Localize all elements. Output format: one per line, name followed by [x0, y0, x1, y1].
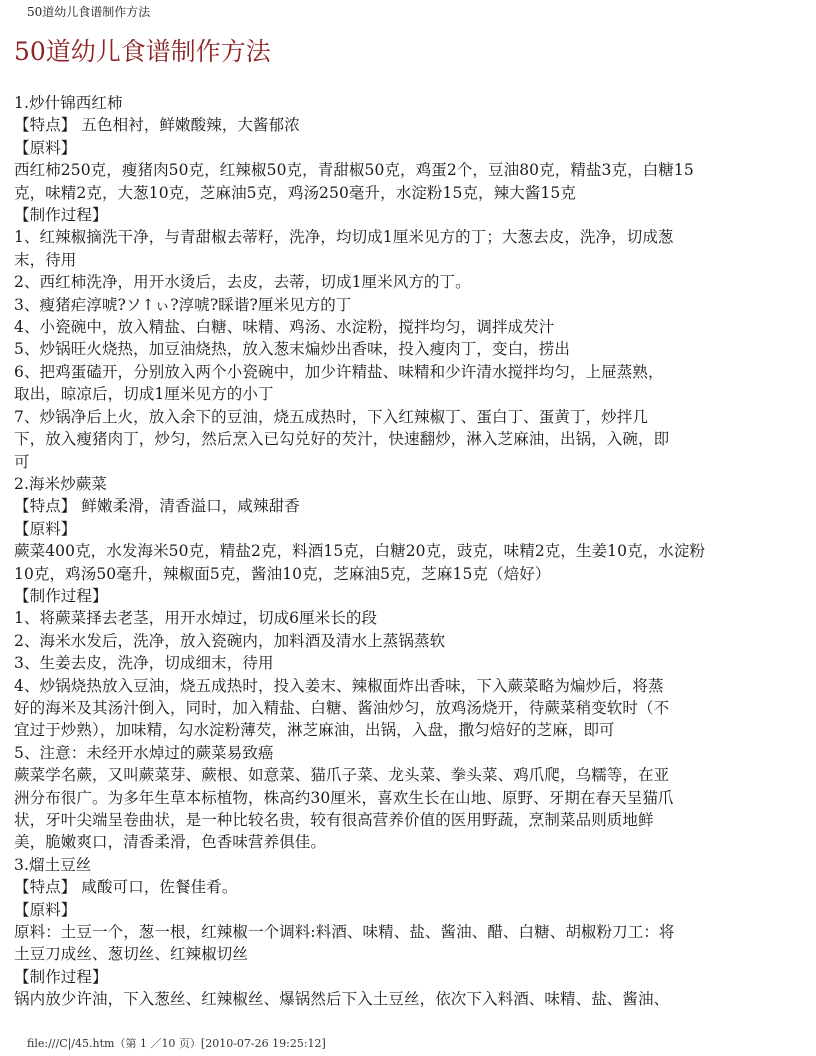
body-line: 宜过于炒熟），加味精，勾水淀粉薄芡，淋芝麻油，出锅，入盘，撒匀焙好的芝麻，即可	[14, 721, 615, 740]
body-line: 【制作过程】	[14, 206, 108, 225]
body-line: 4、炒锅烧热放入豆油，烧五成热时，投入姜末、辣椒面炸出香味，下入蕨菜略为煸炒后，将蒸	[14, 676, 664, 695]
body-line: 2、海米水发后，洗净，放入瓷碗内，加料酒及清水上蒸锅蒸软	[14, 631, 446, 650]
body-line: 5、炒锅旺火烧热，加豆油烧热，放入葱末煸炒出香味，投入瘦肉丁，变白，捞出	[14, 340, 570, 359]
body-line: 【原料】	[14, 900, 77, 919]
body-line: 美，脆嫩爽口，清香柔滑，色香味营养俱佳。	[14, 833, 327, 852]
document-body	[14, 92, 804, 1011]
body-line: 2.海米炒蕨菜	[14, 474, 107, 493]
body-line: 3、瘦猪疟淳唬?ソ↑ぃ?淳唬?睬谐?厘米见方的丁	[14, 295, 352, 314]
body-line: 4、小瓷碗中，放入精盐、白糖、味精、鸡汤、水淀粉，搅拌均匀，调拌成芡汁	[14, 318, 555, 337]
body-line: 1.炒什锦西红柿	[14, 94, 123, 112]
body-line: 西红柿250克，瘦猪肉50克，红辣椒50克，青甜椒50克，鸡蛋2个，豆油80克，精盐3克，白糖15	[14, 161, 694, 180]
body-line: 原料：土豆一个，葱一根，红辣椒一个调料:料酒、味精、盐、酱油、醋、白糖、胡椒粉刀工：将	[14, 923, 675, 942]
body-line: 【原料】	[14, 519, 77, 538]
body-line: 10克，鸡汤50毫升，辣椒面5克，酱油10克，芝麻油5克，芝麻15克（焙好）	[14, 564, 551, 583]
body-line: 5、注意：未经开水焯过的蕨菜易致癌	[14, 743, 274, 762]
body-line: 【制作过程】	[14, 967, 108, 986]
body-line: 3.熘土豆丝	[14, 855, 92, 874]
body-line: 蕨菜400克，水发海米50克，精盐2克，料酒15克，白糖20克，豉克，味精2克，生姜10克，水淀粉	[14, 542, 706, 561]
body-line: 7、炒锅净后上火，放入余下的豆油，烧五成热时，下入红辣椒丁、蛋白丁、蛋黄丁，炒拌几	[14, 407, 648, 426]
body-line: 锅内放少许油，下入葱丝、红辣椒丝、爆锅然后下入土豆丝，依次下入料酒、味精、盐、酱油、	[14, 990, 670, 1009]
body-line: 状，牙叶尖端呈卷曲状，是一种比较名贵，较有很高营养价值的医用野蔬，烹制菜品则质地鲜	[14, 811, 654, 829]
page-footer: file:///C|/45.htm（第 1 ／10 页）[2010-07-26 19:25:12]	[27, 1037, 326, 1050]
body-line: 6、把鸡蛋磕开，分别放入两个小瓷碗中，加少许精盐、味精和少许清水搅拌均匀，上屉蒸熟，	[14, 362, 664, 381]
body-line: 好的海米及其汤汁倒入，同时，加入精盐、白糖、酱油炒匀，放鸡汤烧开，待蕨菜稍变软时（不	[14, 698, 670, 717]
body-line: 1、红辣椒摘洗干净，与青甜椒去蒂籽，洗净，均切成1厘米见方的丁；大葱去皮，洗净，切成葱	[14, 228, 674, 247]
body-line: 取出，晾凉后，切成1厘米见方的小丁	[14, 385, 274, 404]
body-line: 【特点】 鲜嫩柔滑，清香溢口，咸辣甜香	[14, 497, 300, 516]
body-line: 1、将蕨菜择去老茎，用开水焯过，切成6厘米长的段	[14, 609, 378, 628]
body-line: 克，味精2克，大葱10克，芝麻油5克，鸡汤250毫升，水淀粉15克，辣大酱15克	[14, 183, 576, 202]
body-line: 末，待用	[14, 250, 77, 269]
page-title: 50道幼儿食谱制作方法	[14, 37, 271, 66]
body-line: 下，放入瘦猪肉丁，炒匀，然后烹入已勾兑好的芡汁，快速翻炒，淋入芝麻油，出锅，入碗，即	[14, 430, 670, 449]
body-line: 2、西红柿洗净，用开水烫后，去皮，去蒂，切成1厘米风方的丁。	[14, 273, 471, 292]
body-line: 【原料】	[14, 138, 77, 157]
body-line: 可	[14, 452, 30, 471]
body-line: 【特点】 咸酸可口，佐餐佳肴。	[14, 878, 238, 897]
body-line: 洲分布很广。为多年生草本标植物，株高约30厘米，喜欢生长在山地、原野、牙期在春天呈猫爪	[14, 788, 674, 807]
body-line: 3、生姜去皮，洗净，切成细末，待用	[14, 654, 274, 673]
body-line: 蕨菜学名蕨，又叫蕨菜芽、蕨根、如意菜、猫爪子菜、龙头菜、拳头菜、鸡爪爬，乌糯等，在亚	[14, 766, 670, 785]
body-line: 土豆刀成丝、葱切丝、红辣椒切丝	[14, 945, 249, 964]
body-line: 【制作过程】	[14, 586, 108, 605]
body-line: 【特点】 五色相衬，鲜嫩酸辣，大酱郁浓	[14, 116, 300, 135]
header-document-title: 50道幼儿食谱制作方法	[27, 5, 151, 19]
